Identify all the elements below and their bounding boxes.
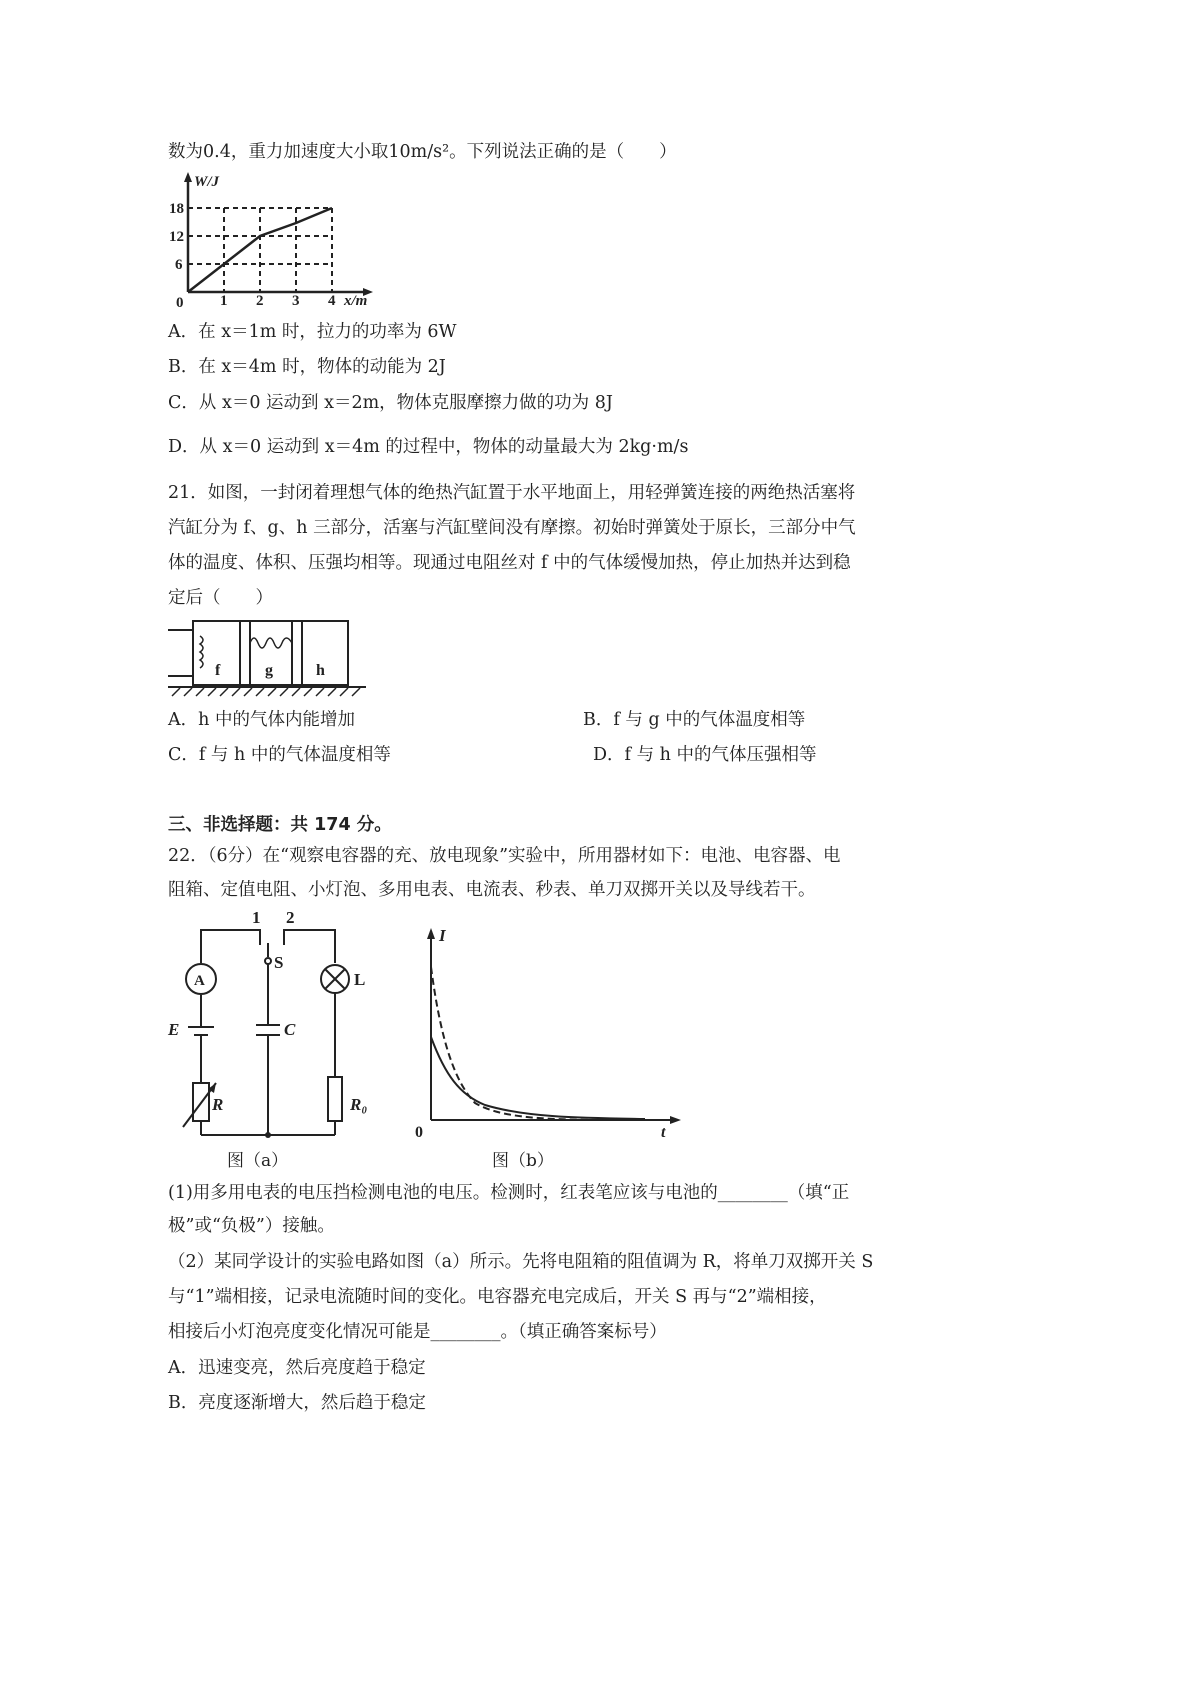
q21-option-c: C．f 与 h 中的气体温度相等 (168, 745, 391, 765)
q21-option-b: B．f 与 g 中的气体温度相等 (583, 710, 806, 730)
q22-option-b: B．亮度逐渐增大，然后趋于稳定 (168, 1393, 426, 1413)
capacitor-label: C (284, 1020, 296, 1039)
q22-line: 22．（6分）在“观察电容器的充、放电现象”实验中，所用器材如下：电池、电容器、电 (168, 846, 841, 866)
x-axis-label: x/m (344, 293, 368, 309)
label-f: f (215, 662, 221, 679)
graph-y-label: I (439, 926, 446, 945)
y-tick: 12 (169, 229, 184, 245)
fixed-resistor-label: R₀ (350, 1095, 368, 1114)
terminal-1-label: 1 (252, 908, 261, 927)
x-tick: 0 (176, 295, 184, 311)
q20-option-c: C．从 x＝0 运动到 x＝2m，物体克服摩擦力做的功为 8J (168, 393, 613, 413)
dashed-current-curve (431, 967, 645, 1120)
piston-left (240, 621, 250, 685)
q20-option-d: D．从 x＝0 运动到 x＝4m 的过程中，物体的动量最大为 2kg·m/s (168, 437, 689, 457)
solid-current-curve (431, 1037, 645, 1119)
x-tick: 2 (256, 293, 264, 309)
q22-part2: 相接后小灯泡亮度变化情况可能是________。（填正确答案标号） (168, 1322, 667, 1342)
heating-wire (200, 636, 203, 668)
work-displacement-graph (168, 172, 398, 311)
q21-line: 定后（ ） (168, 588, 273, 608)
q22-part2: （2）某同学设计的实验电路如图（a）所示。先将电阻箱的阻值调为 R，将单刀双掷开关 S (168, 1252, 874, 1272)
current-time-graph (415, 925, 695, 1140)
q20-option-b: B．在 x＝4m 时，物体的动能为 2J (168, 357, 446, 377)
y-tick: 18 (169, 201, 184, 217)
q22-part1: (1)用多用电表的电压挡检测电池的电压。检测时，红表笔应该与电池的________（填“正 (168, 1183, 850, 1203)
label-h: h (316, 662, 325, 679)
q22-option-a: A．迅速变亮，然后亮度趋于稳定 (168, 1358, 426, 1378)
spring (250, 638, 292, 648)
caption-b: 图（b） (492, 1151, 554, 1171)
x-tick: 4 (328, 293, 336, 309)
q22-part2: 与“1”端相接，记录电流随时间的变化。电容器充电完成后，开关 S 再与“2”端相接， (168, 1287, 827, 1307)
graph-origin: 0 (415, 1124, 423, 1141)
label-g: g (265, 662, 273, 679)
x-tick: 1 (220, 293, 228, 309)
piston-right (292, 621, 302, 685)
resistor-box-label: R (212, 1095, 224, 1114)
q21-line: 21．如图，一封闭着理想气体的绝热汽缸置于水平地面上，用轻弹簧连接的两绝热活塞将 (168, 483, 856, 503)
q20-stem: 数为0.4，重力加速度大小取10m/s²。下列说法正确的是（ ） (168, 142, 677, 162)
switch-label: S (274, 953, 284, 972)
section-heading: 三、非选择题：共 174 分。 (168, 815, 392, 835)
y-tick: 6 (175, 257, 183, 273)
cylinder-figure (168, 618, 368, 703)
q22-part1: 极”或“负极”）接触。 (168, 1216, 335, 1236)
ammeter-icon: A (194, 973, 205, 989)
y-axis-label: W/J (194, 174, 220, 190)
q21-line: 体的温度、体积、压强均相等。现通过电阻丝对 f 中的气体缓慢加热，停止加热并达到稳 (168, 553, 851, 573)
q21-option-a: A．h 中的气体内能增加 (168, 710, 355, 730)
q20-option-a: A．在 x＝1m 时，拉力的功率为 6W (168, 322, 457, 342)
caption-a: 图（a） (227, 1151, 289, 1171)
q21-option-d: D．f 与 h 中的气体压强相等 (593, 745, 817, 765)
q21-line: 汽缸分为 f、g、h 三部分，活塞与汽缸壁间没有摩擦。初始时弹簧处于原长，三部分中气 (168, 518, 856, 538)
graph-x-label: t (661, 1124, 666, 1141)
circuit-diagram (168, 905, 388, 1140)
battery-label: E (168, 1020, 180, 1039)
x-tick: 3 (292, 293, 300, 309)
terminal-2-label: 2 (286, 908, 295, 927)
lamp-label: L (354, 970, 366, 989)
q22-line: 阻箱、定值电阻、小灯泡、多用电表、电流表、秒表、单刀双掷开关以及导线若干。 (168, 880, 816, 900)
